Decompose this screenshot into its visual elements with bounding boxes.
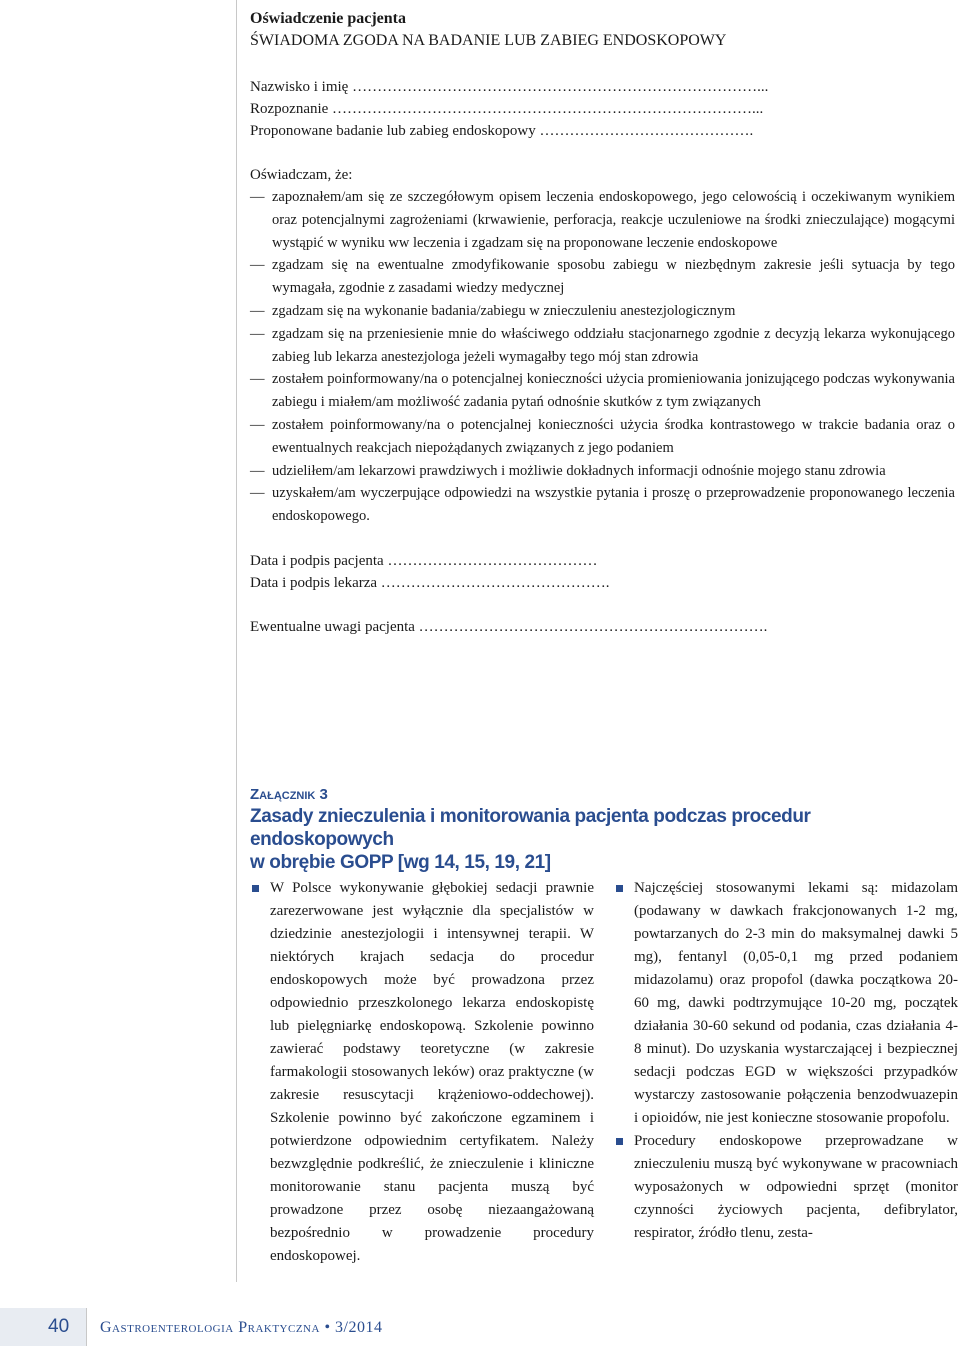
page-number: 40 — [48, 1316, 70, 1337]
left-column — [252, 877, 594, 1268]
declaration-item: — udzieliłem/am lekarzowi prawdziwych i możliwie dokładnych informacji odnośnie mojego stanu zdrowia — [250, 460, 955, 483]
declaration-item: — zgadzam się na przeniesienie mnie do właściwego oddziału stacjonarnego zgodnie z decyzją lekarza wykonującego zabieg lub lekarza anestezjologa jeżeli wymagałby tego mój stan zdrowia — [250, 323, 955, 369]
annex-title-line1: Zasady znieczulenia i monitorowania pacjenta podczas procedur endoskopowych — [250, 806, 811, 850]
field-diagnosis: Rozpoznanie …………………………………………………………………………... — [250, 101, 764, 117]
annex-title-line2: w obrębie GOPP [wg 14, 15, 19, 21] — [250, 852, 551, 873]
margin-rule — [236, 0, 237, 1282]
bullet-text: W Polsce wykonywanie głębokiej sedacji prawnie zarezerwowane jest wyłącznie dla specjalistów w dziedzinie anestezjologii i intensywnej terapii. W niektórych krajach sedacja do procedur endoskopowych może być prowadzona przez odpowiednio przeszkolonego lekarza endoskopistę lub pielęgniarkę endoskopową. Szkolenie powinno zawierać podstawy teoretyczne (w zakresie farmakologii stosowanych leków) oraz praktyczne (w zakresie resuscytacji krążeniowo-oddechowej). Szkolenie powinno być zakończone egzaminem i potwierdzone odpowiednim certyfikatem. Należy bezwzględnie podkreślić, że znieczulenie i kliniczne monitorowanie stanu pacjenta muszą być prowadzone przez osobę niezaangażowaną bezpośrednio w prowadzenie procedury endoskopowej. — [270, 880, 594, 1264]
declaration-item: — zostałem poinformowany/na o potencjalnej konieczności użycia promieniowania jonizującego podczas wykonywania zabiegu i miałem/am możliwość zadania pytań odnośnie skutków z tym związanych — [250, 368, 955, 414]
doctor-signature: Data i podpis lekarza ………………………………………. — [250, 574, 610, 591]
page-number-box — [0, 1308, 87, 1346]
declaration-item: — uzyskałem/am wyczerpujące odpowiedzi na wszystkie pytania i proszę o przeprowadzenie proponowanego leczenia endoskopowego. — [250, 482, 955, 528]
field-procedure: Proponowane badanie lub zabieg endoskopowy ……………………………………. — [250, 123, 754, 139]
declaration-intro: Oświadczam, że: — [250, 167, 353, 183]
declaration-item: — zostałem poinformowany/na o potencjalnej konieczności użycia środka kontrastowego w trakcie badania oraz o ewentualnych reakcjach niepożądanych związanych z jego podaniem — [250, 414, 955, 460]
square-bullet-icon — [252, 885, 259, 892]
page-footer — [0, 1308, 500, 1346]
patient-remarks: Ewentualne uwagi pacjenta ……………………………………………………………. — [250, 618, 768, 635]
signature-block — [250, 550, 955, 594]
declaration-list — [250, 186, 955, 528]
annex-label: Załącznik 3 — [250, 786, 328, 803]
right-column — [616, 877, 958, 1245]
patient-signature: Data i podpis pacjenta …………………………………… — [250, 552, 598, 569]
square-bullet-icon — [616, 1138, 623, 1145]
declaration-item: — zapoznałem/am się ze szczegółowym opisem leczenia endoskopowego, jego celowością i oczekiwanym wynikiem oraz potencjalnymi zagrożeniami (krwawienie, perforacja, reakcje uczuleniowe na środki znieczulające) mogącymi wystąpić w wyniku ww leczenia i zgadzam się na proponowane leczenie endoskopowe — [250, 186, 955, 254]
bullet-item — [616, 877, 958, 1130]
bullet-item — [252, 877, 594, 1268]
declaration-item: — zgadzam się na ewentualne zmodyfikowanie sposobu zabiegu w niezbędnym zakresie jeśli sytuacja by tego wymagała, zgodnie z zasadami wiedzy medycznej — [250, 254, 955, 300]
consent-subtitle: ŚWIADOMA ZGODA NA BADANIE LUB ZABIEG ENDOSKOPOWY — [250, 32, 727, 49]
journal-name: Gastroenterologia Praktyczna • 3/2014 — [100, 1319, 383, 1336]
bullet-text: Procedury endoskopowe przeprowadzane w znieczuleniu muszą być wykonywane w pracowniach wyposażonych w odpowiedni sprzęt (monitor czynności życiowych pacjenta, defibrylator, respirator, źródło tlenu, zesta- — [634, 1133, 958, 1241]
consent-title: Oświadczenie pacjenta — [250, 10, 406, 27]
square-bullet-icon — [616, 885, 623, 892]
declaration-item: — zgadzam się na wykonanie badania/zabiegu w znieczuleniu anestezjologicznym — [250, 300, 955, 323]
bullet-item — [616, 1130, 958, 1245]
annex-heading — [250, 785, 955, 874]
bullet-text: Najczęściej stosowanymi lekami są: midazolam (podawany w dawkach frakcjonowanych 1-2 mg, powtarzanych do 2-3 min do maksymalnej dawki 5 mg), fentanyl (0,05-0,1 mg przed podaniem midazolamu) oraz propofol (dawka początkowa 20-60 mg, dawki podtrzymujące 10-20 mg, początek działania 30-60 sekund od podania, czas działania 4-8 minut). Do uzyskania wystarczającej i bezpiecznej sedacji podczas EGD w większości przypadków wystarczy zastosowanie połączenia benzodwuazepin i opioidów, nie jest konieczne stosowanie propofolu. — [634, 880, 958, 1126]
consent-form — [250, 8, 955, 638]
field-name: Nazwisko i imię ………………………………………………………………………... — [250, 79, 769, 95]
